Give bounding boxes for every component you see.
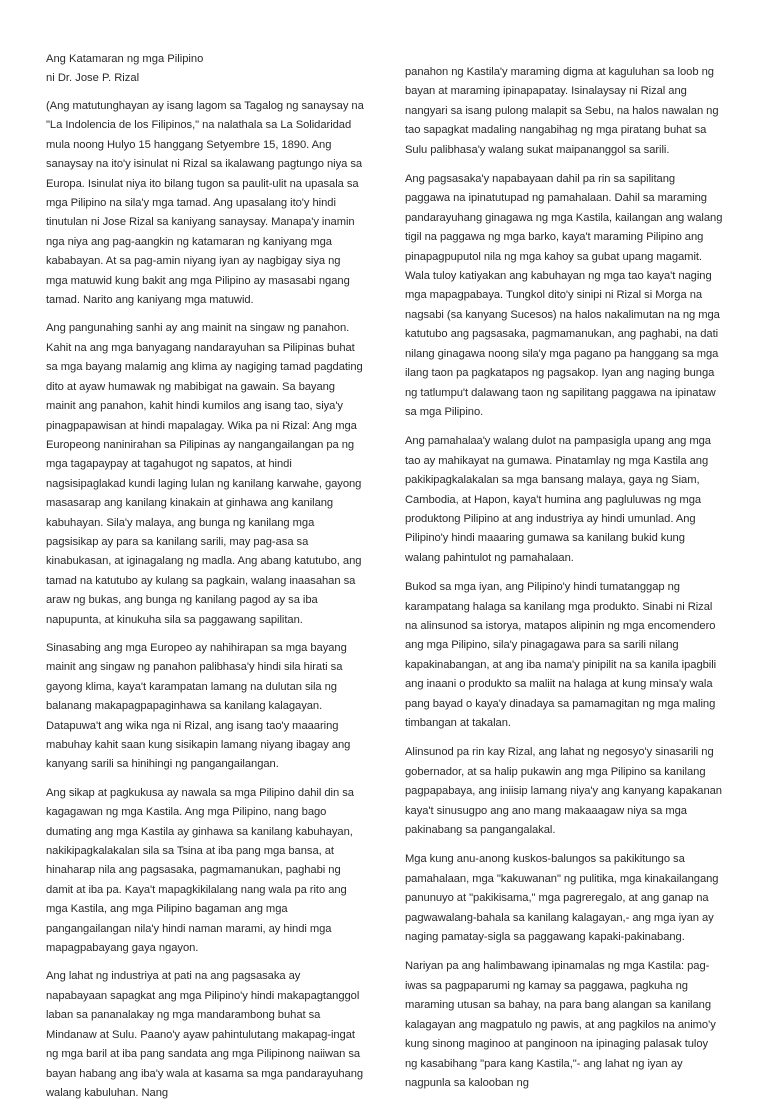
paragraph: Alinsunod pa rin kay Rizal, ang lahat ng negosyo'y sinasarili ng gobernador, at sa halip pukawin ang mga Pilipino sa kanilang pagpapabaya, ang iniisip lamang niya'y ang kanyang kapakanan kaya't sinusugpo ang ano mang makaaagaw niya sa mga pakinabang sa pangangalakal. — [405, 746, 722, 837]
paragraph: Ang sikap at pagkukusa ay nawala sa mga Pilipino dahil din sa kagagawan ng mga Kastila. Ang mga Pilipino, nang bago dumating ang mga Kastila ay ginhawa sa kanilang kabuhayan, nakikipagkalakalan sila sa Tsina at iba pang mga bansa, at hinaharap nila ang pagsasaka, pagmamanukan, paghabi ng damit at iba pa. Kaya't mapagkikilalang nang wala pa rito ang mga Kastila, ang mga Pilipino bagaman ang mga pangangailangan nila'y hindi naman marami, ay hindi mga mapagpabayang gaya ngayon. — [46, 786, 354, 955]
paragraph: panahon ng Kastila'y maraming digma at kaguluhan sa loob ng bayan at maraming ipinapapatay. Isinalaysay ni Rizal ang nangyari sa isang pulong malapit sa Sebu, na halos nawalan ng tao sapagkat madaling nangabihag ng mga piratang buhat sa Sulu palibhasa'y walang sukat maipananggol sa sarili. — [405, 66, 719, 156]
paragraph: Ang lahat ng industriya at pati na ang pagsasaka ay napabayaan sapagkat ang mga Pilipino'y hindi makapagtanggol laban sa pananalakay ng mga mandarambong buhat sa Mindanaw at Sulu. Paano'y ayaw pahintulutang makapag-ingat ng mga baril at iba pang sandata ang mga Pilipinong naiiwan sa bayan habang ang iba'y wala at kasama sa mga pandarayuhang walang kabuluhan. Nang — [46, 970, 364, 1099]
right-column — [405, 63, 723, 1103]
paragraph: Ang pangunahing sanhi ay ang mainit na singaw ng panahon. Kahit na ang mga banyagang nandarayuhan sa Pilipinas buhat sa mga bayang malamig ang klima ay nagiging tamad pagdating dito at ayaw humawak ng mabibigat na gawain. Sa bayang mainit ang panahon, kahit hindi kumilos ang isang tao, siya'y pinagpapawisan at hindi mapalagay. Wika pa ni Rizal: Ang mga Europeong naninirahan sa Pilipinas ay nangangailangan pa ng mga tagapaypay at tagahugot ng sapatos, at hindi nagsisipaglakad kundi laging lulan ng kanilang karwahe, gayong masasarap ang kanilang kinakain at ginhawa ang kanilang kabuhayan. Sila'y malaya, ang bunga ng kanilang mga pagsisikap ay para sa kanilang sarili, may pag-asa sa kinabukasan, at iginagalang ng madla. Ang abang katutubo, ang tamad na katutubo ay kulang sa pagkain, walang inaasahan sa araw ng bukas, ang bunga ng kanilang pagod ay sa iba napupunta, at kinukuha sila sa paggawang sapilitan. — [46, 322, 363, 626]
paragraph: Ang pamahalaa'y walang dulot na pampasigla upang ang mga tao ay mahikayat na gumawa. Pinatamlay ng mga Kastila ang pakikipagkalakalan sa mga bansang malaya, gaya ng Siam, Cambodia, at Hapon, kaya't humina ang pagluluwas ng mga produktong Pilipino at ang industriya ay hindi umunlad. Ang Pilipino'y hindi maaaring gumawa sa kanilang bukid kung walang pahintulot ng pamahalaan. — [405, 435, 711, 564]
paragraph: Mga kung anu-anong kuskos-balungos sa pakikitungo sa pamahalaan, mga "kakuwanan" ng pulitika, mga kinakailangang panunuyo at "pakikisama," mga pagreregalo, at ang ganap na pagwawalang-bahala sa kanilang kalagayan,- ang mga iyan ay naging pamatay-sigla sa paggawang kapaki-pakinabang. — [405, 853, 719, 944]
author-line: ni Dr. Jose P. Rizal — [46, 72, 140, 84]
document-title: Ang Katamaran ng mga Pilipino — [46, 53, 204, 65]
paragraph: Bukod sa mga iyan, ang Pilipino'y hindi tumatanggap ng karampatang halaga sa kanilang mga produkto. Sinabi ni Rizal na alinsunod sa istorya, matapos alipinin ng mga encomendero ang mga Pilipino, sila'y pinagagawa para sa sarili nilang kapakinabangan, at ang iba nama'y pinipilit na sa kanila ipagbili ang inaani o produkto sa maliit na halaga at kung minsa'y wala pang bayad o kaya'y dinadaya sa pamamagitan ng mga maling timbangan at takalan. — [405, 581, 717, 729]
paragraph: Nariyan pa ang halimbawang ipinamalas ng mga Kastila: pag-iwas sa pagpaparumi ng kamay sa paggawa, pagkuha ng maraming utusan sa bahay, na para bang alangan sa kanilang kalagayan ang magpatulo ng pawis, at ang pagkilos na animo'y kung sinong maginoo at panginoon na ipinaging palasak tuloy ng kasabihang "para kang Kastila,"- ang lahat ng iyan ay nagpunla sa kalooban ng — [405, 960, 716, 1089]
paragraph: (Ang matutunghayan ay isang lagom sa Tagalog ng sanaysay na "La Indolencia de los Filipinos," na nalathala sa La Solidaridad mula noong Hulyo 15 hanggang Setyembre 15, 1890. Ang sanaysay na ito'y isinulat ni Rizal sa ikalawang pagtungo niya sa Europa. Isinulat niya ito bilang tugon sa paulit-ulit na upasala sa mga Pilipino na sila'y mga tamad. Ang upasalang ito'y hindi tinutulan ni Jose Rizal sa kaniyang sanaysay. Manapa'y inamin nga niya ang pag-aangkin ng katamaran ng kaniyang mga kababayan. At sa pag-amin niyang iyan ay nagbigay siya ng mga matuwid kung bakit ang mga Pilipino ay masasabi ngang tamad. Narito ang kaniyang mga matuwid. — [46, 100, 364, 307]
paragraph: Ang pagsasaka'y napabayaan dahil pa rin sa sapilitang paggawa na ipinatutupad ng pamahalaan. Dahil sa maraming pandarayuhang ginagawa ng mga Kastila, kailangan ang walang tigil na paggawa ng mga barko, kaya't maraming Pilipino ang pinapagpuputol nila ng mga kahoy sa gubat upang magamit. Wala tuloy katiyakan ang kabuhayan ng mga tao kaya't naging mga mapagpabaya. Tungkol dito'y sinipi ni Rizal si Morga na nagsabi (sa kanyang Sucesos) na halos nakalimutan na ng mga katutubo ang pagsasaka, pagmamanukan, ang paghabi, na dati nilang ginagawa noong sila'y mga pagano pa hanggang sa mga ilang taon pa pagkatapos ng pagsakop. Iyan ang naging bunga ng tatlumpu't dalawang taon ng sapilitang paggawa na ipinataw sa mga Pilipino. — [405, 173, 723, 418]
left-column — [46, 50, 364, 1112]
paragraph: Sinasabing ang mga Europeo ay nahihirapan sa mga bayang mainit ang singaw ng panahon palibhasa'y hindi sila hirati sa gayong klima, kaya't karampatan lamang na dulutan sila ng balanang makapagpapaginhawa sa kanilang kalagayan. Datapuwa't ang wika nga ni Rizal, ang isang tao'y maaaring mabuhay kahit saan kung sisikapin lamang niyang ibagay ang kanyang sarili sa hinihingi ng pangangailangan. — [46, 641, 351, 771]
